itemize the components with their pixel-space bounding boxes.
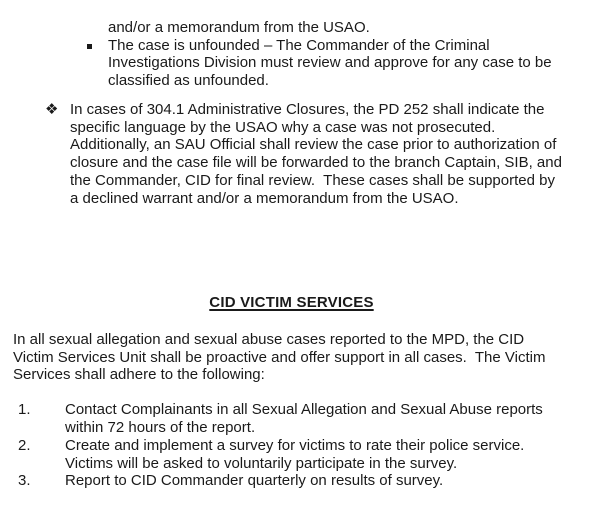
section-heading: CID VICTIM SERVICES xyxy=(209,294,374,311)
text-line: The case is unfounded – The Commander of the Criminal xyxy=(108,36,490,54)
list-item-number: 2. xyxy=(18,437,31,454)
text-line: Contact Complainants in all Sexual Allegation and Sexual Abuse reports xyxy=(65,401,543,418)
text-line: Victims will be asked to voluntarily participate in the survey. xyxy=(65,454,458,472)
text-line: Investigations Division must review and approve for any case to be xyxy=(108,54,552,72)
text-line: the Commander, CID for final review. These cases shall be supported by xyxy=(70,171,555,189)
text-line: Services shall adhere to the following: xyxy=(13,366,265,384)
text-line: classified as unfounded. xyxy=(108,72,269,90)
unfounded-section xyxy=(108,19,552,90)
text-line: specific language by the USAO why a case was not prosecuted. xyxy=(70,118,496,136)
text-line: Create and implement a survey for victims to rate their police service. xyxy=(65,437,525,454)
text-line: In all sexual allegation and sexual abuse cases reported to the MPD, the CID xyxy=(13,331,525,348)
list-item-number: 1. xyxy=(18,401,31,418)
list-item xyxy=(18,437,525,472)
heading-row xyxy=(0,294,583,312)
text-line: Victim Services Unit shall be proactive and offer support in all cases. The Victim xyxy=(13,348,546,366)
list-item-number: 3. xyxy=(18,472,31,489)
square-bullet-icon xyxy=(87,44,92,49)
text-line: In cases of 304.1 Administrative Closures, the PD 252 shall indicate the xyxy=(70,101,545,118)
intro-paragraph xyxy=(13,331,545,384)
text-line: within 72 hours of the report. xyxy=(65,418,256,436)
continuation-line: and/or a memorandum from the USAO. xyxy=(108,19,370,36)
text-line: a declined warrant and/or a memorandum from the USAO. xyxy=(70,189,459,207)
text-line: closure and the case file will be forwarded to the branch Captain, SIB, and xyxy=(70,154,562,172)
diamond-bullet-icon: ❖ xyxy=(45,101,59,118)
admin-closure-section xyxy=(70,101,562,207)
text-line: Additionally, an SAU Official shall review the case prior to authorization of xyxy=(70,136,557,154)
text-line: Report to CID Commander quarterly on results of survey. xyxy=(65,472,444,489)
list-item xyxy=(18,401,543,436)
list-item xyxy=(18,472,444,490)
